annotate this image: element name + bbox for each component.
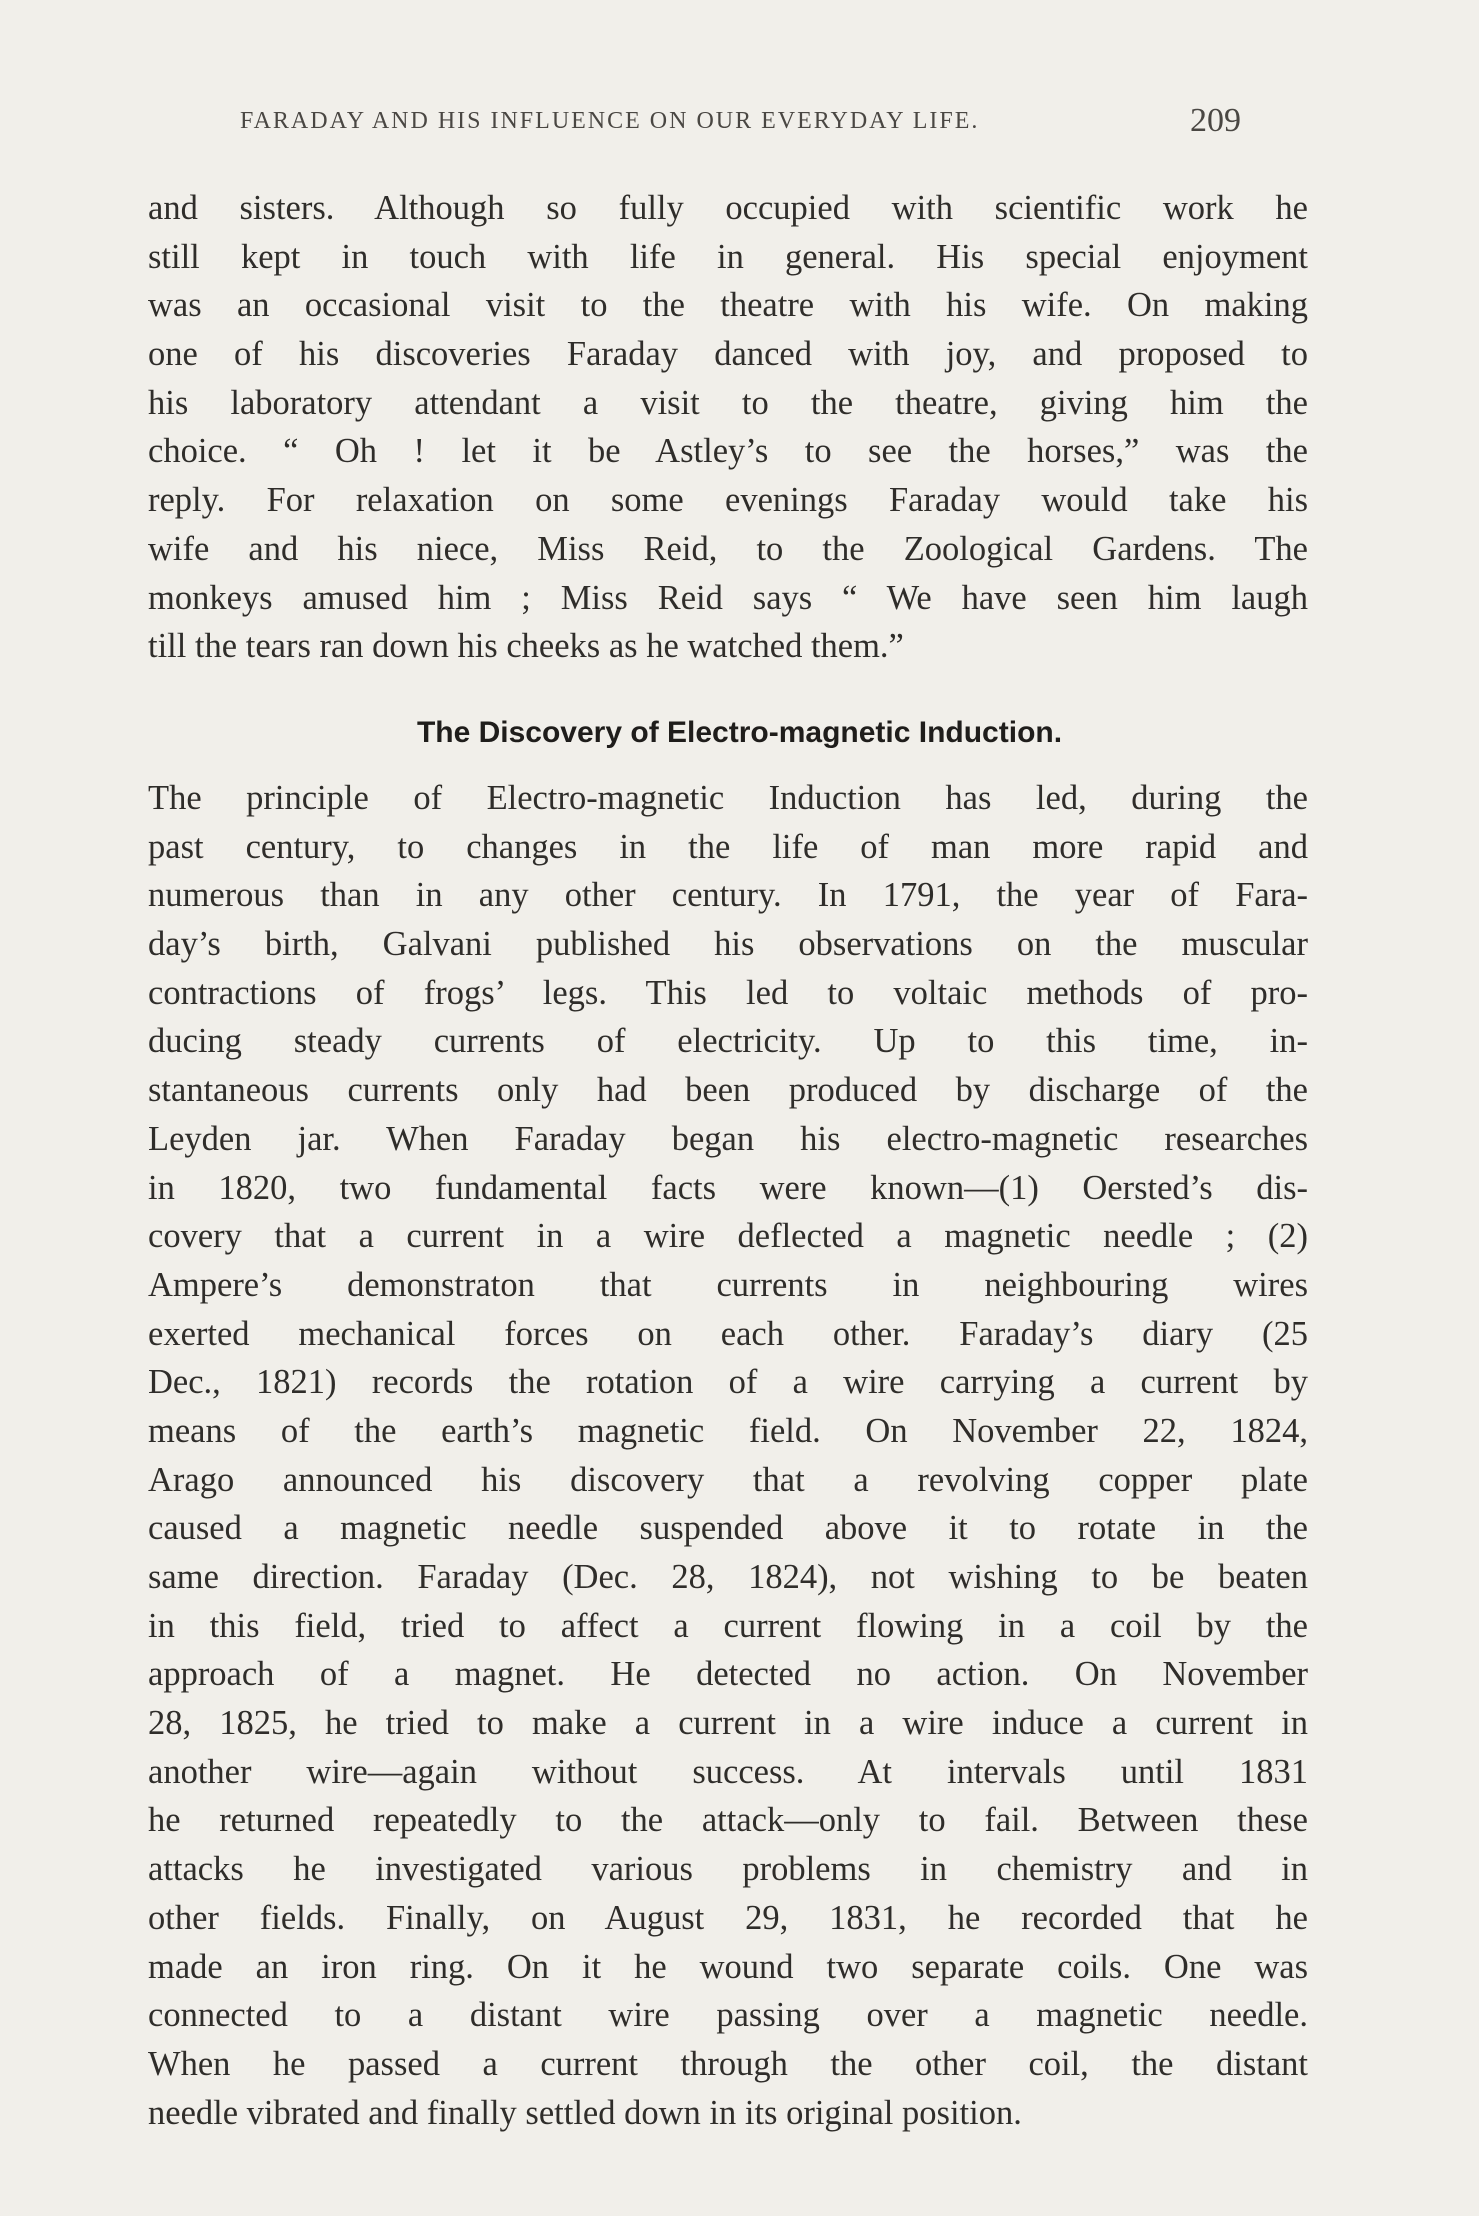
text-line: till the tears ran down his cheeks as he watched them.” bbox=[148, 627, 904, 666]
text-line: still kept in touch with life in general. His special enjoyment bbox=[148, 237, 1308, 276]
text-line: contractions of frogs’ legs. This led to voltaic methods of pro- bbox=[148, 973, 1308, 1012]
text-line: stantaneous currents only had been produced by discharge of the bbox=[148, 1071, 1308, 1110]
text-line: in this field, tried to affect a current flowing in a coil by the bbox=[148, 1606, 1308, 1645]
text-line: reply. For relaxation on some evenings Faraday would take his bbox=[148, 481, 1308, 520]
text-line: and sisters. Although so fully occupied with scientific work he bbox=[148, 189, 1308, 227]
text-line: needle vibrated and finally settled down in its original position. bbox=[148, 2093, 1022, 2132]
running-head bbox=[240, 102, 1241, 139]
text-line: day’s birth, Galvani published his observations on the muscular bbox=[148, 925, 1308, 964]
text-line: wife and his niece, Miss Reid, to the Zoological Gardens. The bbox=[148, 529, 1308, 568]
text-line: Dec., 1821) records the rotation of a wire carrying a current by bbox=[148, 1363, 1308, 1402]
text-line: was an occasional visit to the theatre with his wife. On making bbox=[148, 286, 1308, 325]
paragraph-social-life bbox=[148, 184, 1308, 671]
text-line: covery that a current in a wire deflected a magnetic needle ; (2) bbox=[148, 1217, 1308, 1256]
text-line: he returned repeatedly to the attack—only to fail. Between these bbox=[148, 1801, 1308, 1840]
page-number: 209 bbox=[1190, 102, 1241, 139]
text-line: connected to a distant wire passing over a magnetic needle. bbox=[148, 1996, 1308, 2035]
text-line: past century, to changes in the life of man more rapid and bbox=[148, 827, 1308, 866]
text-line: Leyden jar. When Faraday began his electro-magnetic researches bbox=[148, 1119, 1308, 1158]
text-line: made an iron ring. On it he wound two separate coils. One was bbox=[148, 1947, 1308, 1986]
text-line: Arago announced his discovery that a revolving copper plate bbox=[148, 1460, 1308, 1499]
text-line: another wire—again without success. At intervals until 1831 bbox=[148, 1752, 1308, 1791]
text-line: 28, 1825, he tried to make a current in a wire induce a current in bbox=[148, 1704, 1308, 1743]
text-line: caused a magnetic needle suspended above it to rotate in the bbox=[148, 1509, 1308, 1548]
text-line: ducing steady currents of electricity. Up to this time, in- bbox=[148, 1022, 1308, 1061]
text-line: one of his discoveries Faraday danced with joy, and proposed to bbox=[148, 335, 1308, 374]
text-line: in 1820, two fundamental facts were known—(1) Oersted’s dis- bbox=[148, 1168, 1308, 1207]
text-line: attacks he investigated various problems in chemistry and in bbox=[148, 1850, 1308, 1889]
text-line: When he passed a current through the other coil, the distant bbox=[148, 2044, 1308, 2083]
text-line: same direction. Faraday (Dec. 28, 1824), not wishing to be beaten bbox=[148, 1558, 1308, 1596]
text-line: approach of a magnet. He detected no action. On November bbox=[148, 1655, 1308, 1694]
text-line: The principle of Electro-magnetic Induction has led, during the bbox=[148, 779, 1308, 817]
paragraph-electromagnetic-induction bbox=[148, 774, 1308, 2137]
text-line: Ampere’s demonstraton that currents in neighbouring wires bbox=[148, 1265, 1308, 1304]
text-line: means of the earth’s magnetic field. On November 22, 1824, bbox=[148, 1411, 1308, 1450]
text-line: numerous than in any other century. In 1791, the year of Fara- bbox=[148, 876, 1308, 915]
text-line: exerted mechanical forces on each other. Faraday’s diary (25 bbox=[148, 1314, 1308, 1353]
text-line: his laboratory attendant a visit to the theatre, giving him the bbox=[148, 383, 1308, 422]
text-line: monkeys amused him ; Miss Reid says “ We have seen him laugh bbox=[148, 578, 1308, 617]
text-line: other fields. Finally, on August 29, 1831, he recorded that he bbox=[148, 1898, 1308, 1937]
running-title: FARADAY AND HIS INFLUENCE ON OUR EVERYDAY LIFE. bbox=[240, 108, 980, 134]
text-line: choice. “ Oh ! let it be Astley’s to see the horses,” was the bbox=[148, 432, 1308, 471]
section-heading: The Discovery of Electro-magnetic Induction. bbox=[416, 716, 1063, 749]
